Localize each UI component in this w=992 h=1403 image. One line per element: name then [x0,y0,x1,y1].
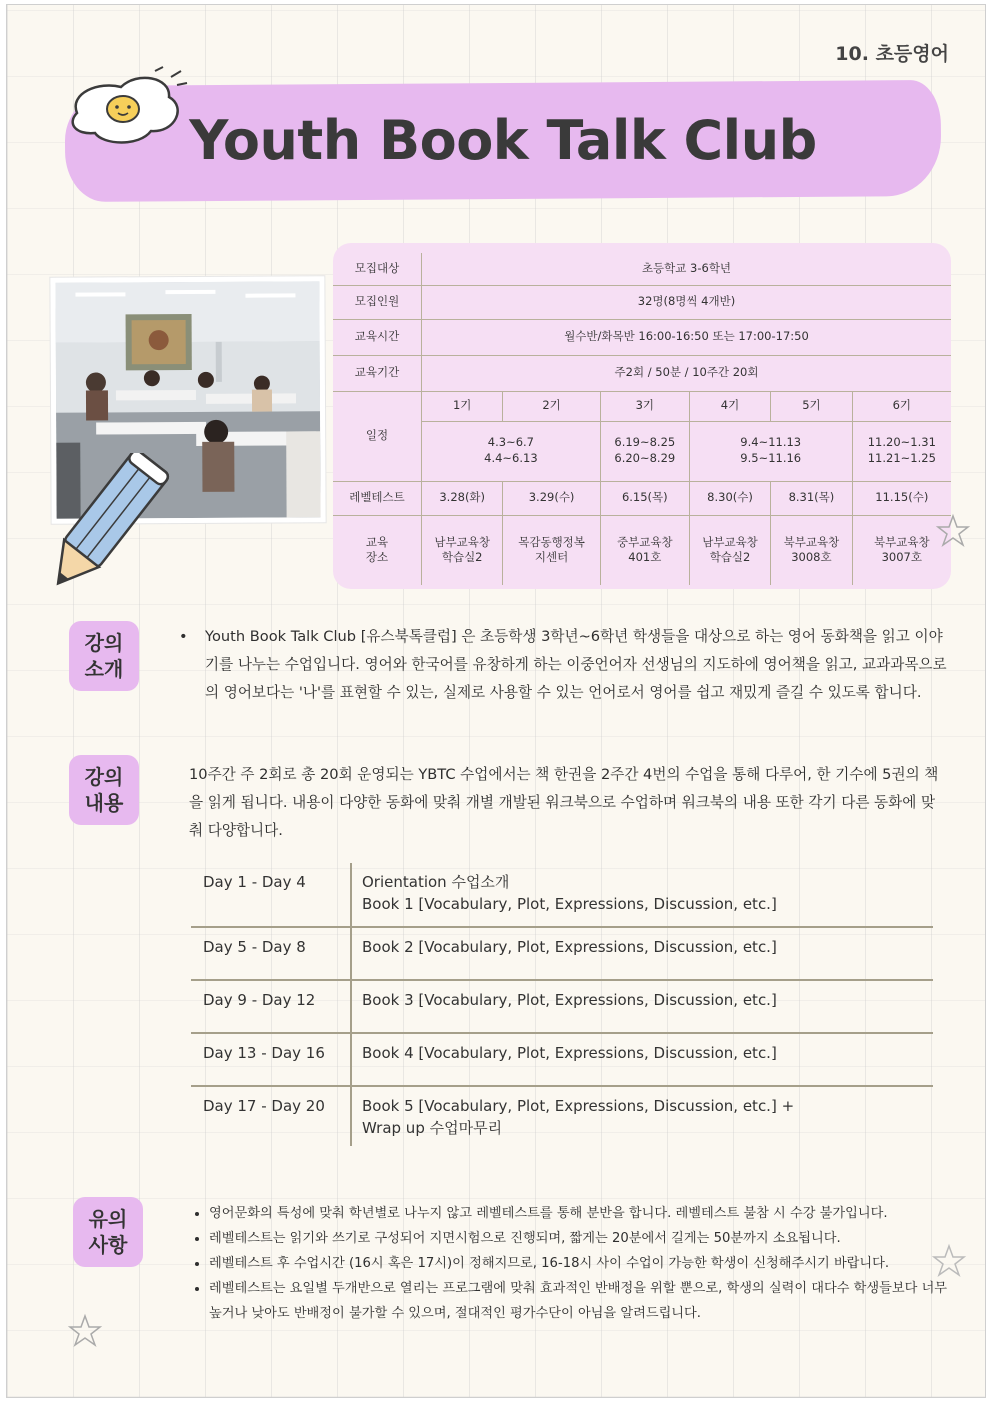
schedule-cell [689,421,852,481]
place-line: 북부교육창 [783,534,840,549]
day-range: Day 17 - Day 20 [191,1086,351,1146]
term-header: 4기 [689,391,770,421]
star-doodle-icon [67,1313,103,1349]
place-line: 남부교육창 [702,534,758,549]
place-label [333,515,422,585]
level-test-date: 3.29(수) [503,481,600,515]
schedule-cell [422,421,601,481]
place-line: 학습실2 [441,550,483,565]
term-header: 5기 [771,391,852,421]
level-test-date: 11.15(수) [852,481,951,515]
level-test-label: 레벨테스트 [333,481,422,515]
star-doodle-icon [931,1243,967,1279]
notes-badge-line: 사항 [88,1233,128,1257]
term-header: 2기 [503,391,600,421]
place-line: 남부교육창 [434,534,490,549]
level-test-date: 3.28(화) [422,481,503,515]
schedule-label: 일정 [333,391,422,481]
recruit-target-value: 초등학교 3-6학년 [422,253,952,285]
place-line: 3007호 [881,550,922,565]
place-line: 지센터 [534,550,569,565]
day-content-line: Orientation 수업소개 [362,873,510,891]
intro-badge [69,621,139,691]
notes-list [185,1201,955,1326]
content-badge-line: 강의 [84,765,124,789]
term-header: 3기 [600,391,689,421]
day-content-line: Wrap up 수업마무리 [362,1119,503,1137]
place-line: 학습실2 [709,550,751,565]
place-line: 401호 [628,550,662,565]
place-cell [771,515,852,585]
notes-block [185,1201,955,1326]
day-content [351,980,933,1033]
day-range: Day 5 - Day 8 [191,927,351,980]
schedule-line: 4.4~6.13 [484,451,538,465]
day-content [351,1086,933,1146]
place-label-line: 교육 [365,534,389,549]
intro-bullet: • [179,628,188,645]
table-row [191,1033,933,1086]
schedule-line: 9.5~11.16 [740,451,802,465]
day-content-line: Book 5 [Vocabulary, Plot, Expressions, Discussion, etc.] + [362,1097,795,1115]
schedule-line: 11.20~1.31 [867,435,936,450]
place-cell [600,515,689,585]
period-label: 교육기간 [333,355,422,391]
schedule-line: 11.21~1.25 [867,451,936,465]
notes-badge-line: 유의 [88,1207,128,1231]
place-cell [689,515,770,585]
table-row [191,1086,933,1146]
intro-badge-line: 강의 [84,631,124,655]
notes-badge [73,1197,143,1267]
fried-egg-icon [59,63,199,153]
day-range: Day 1 - Day 4 [191,863,351,927]
term-header: 1기 [422,391,503,421]
curriculum-table [191,863,933,1146]
info-table [333,253,951,585]
day-content [351,1033,933,1086]
note-item: • 영어문화의 특성에 맞춰 학년별로 나누지 않고 레벨테스트를 통해 분반을 합니다. 레벨테스트 불참 시 수강 불가입니다. [209,1201,955,1226]
schedule-line: 6.20~8.29 [614,451,676,465]
star-doodle-icon [935,513,971,549]
table-row [191,927,933,980]
level-test-date: 8.30(수) [689,481,770,515]
class-time-label: 교육시간 [333,319,422,355]
period-value: 주2회 / 50분 / 10주간 20회 [422,355,952,391]
table-row [191,863,933,927]
intro-text: Youth Book Talk Club [유스북톡클럽] 은 초등학생 3학년~6학년 학생들을 대상으로 하는 영어 동화책을 읽고 이야기를 나누는 수업입니다. 영어와 한국어를 유창하게 하는 이중언어자 선생님의 지도하에 영어책을 읽고, 교과과목으로의 영어보다는 '나'를 표현할 수 있는, 실제로 사용할 수 있는 언어로서 영어를 쉽고 재밌게 즐길 수 있도록 합니다. [205,628,947,701]
class-time-value: 월수반/화목반 16:00-16:50 또는 17:00-17:50 [422,319,952,355]
schedule-cell [600,421,689,481]
day-content-line: Book 1 [Vocabulary, Plot, Expressions, Discussion, etc.] [362,895,777,913]
note-item: • 레벨테스트는 요일별 두개반으로 열리는 프로그램에 맞춰 효과적인 반배정을 위할 뿐으로, 학생의 실력이 대다수 학생들보다 너무 높거나 낮아도 반배정이 불가할 수 있으며, 절대적인 평가수단이 아님을 알려드립니다. [209,1276,955,1326]
schedule-cell [852,421,951,481]
schedule-line: 6.19~8.25 [614,435,676,450]
note-item: • 레벨테스트 후 수업시간 (16시 혹은 17시)이 정해지므로, 16-18시 사이 수업이 가능한 학생이 신청해주시기 바랍니다. [209,1251,955,1276]
day-content-line: Book 2 [Vocabulary, Plot, Expressions, Discussion, etc.] [362,938,777,956]
level-test-date: 8.31(목) [771,481,852,515]
intro-badge-line: 소개 [84,657,124,681]
day-content [351,927,933,980]
term-header: 6기 [852,391,951,421]
day-content-line: Book 3 [Vocabulary, Plot, Expressions, Discussion, etc.] [362,991,777,1009]
day-content [351,863,933,927]
content-badge-line: 내용 [84,791,124,815]
schedule-line: 4.3~6.7 [487,435,534,450]
place-cell [503,515,600,585]
place-label-line: 장소 [365,550,389,565]
table-row [191,980,933,1033]
place-line: 중부교육창 [617,534,673,549]
day-range: Day 9 - Day 12 [191,980,351,1033]
day-content-line: Book 4 [Vocabulary, Plot, Expressions, Discussion, etc.] [362,1044,777,1062]
place-line: 북부교육창 [874,534,930,549]
place-line: 3008호 [791,550,832,565]
schedule-line: 9.4~11.13 [740,435,802,450]
content-badge [69,755,139,825]
note-item: • 레벨테스트는 읽기와 쓰기로 구성되어 지면시험으로 진행되며, 짧게는 20분에서 길게는 50분까지 소요됩니다. [209,1226,955,1251]
recruit-target-label: 모집대상 [333,253,422,285]
page-tag: 10. 초등영어 [835,43,949,65]
place-cell [422,515,503,585]
page-title: Youth Book Talk Club [189,109,817,172]
day-range: Day 13 - Day 16 [191,1033,351,1086]
pencil-icon [29,453,189,603]
content-text: 10주간 주 2회로 총 20회 운영되는 YBTC 수업에서는 책 한권을 2주간 4번의 수업을 통해 다루어, 한 기수에 5권의 책을 읽게 됩니다. 내용이 다양한 동화에 맞춰 개별 개발된 워크북으로 수업하며 워크북의 내용 또한 각기 다른 동화에 맞춰 다양합니다. [189,766,939,839]
page [6,4,986,1398]
recruit-count-value: 32명(8명씩 4개반) [422,285,952,319]
place-line: 목감동행정복 [518,534,585,549]
level-test-date: 6.15(목) [600,481,689,515]
recruit-count-label: 모집인원 [333,285,422,319]
intro-text-block [179,623,949,707]
